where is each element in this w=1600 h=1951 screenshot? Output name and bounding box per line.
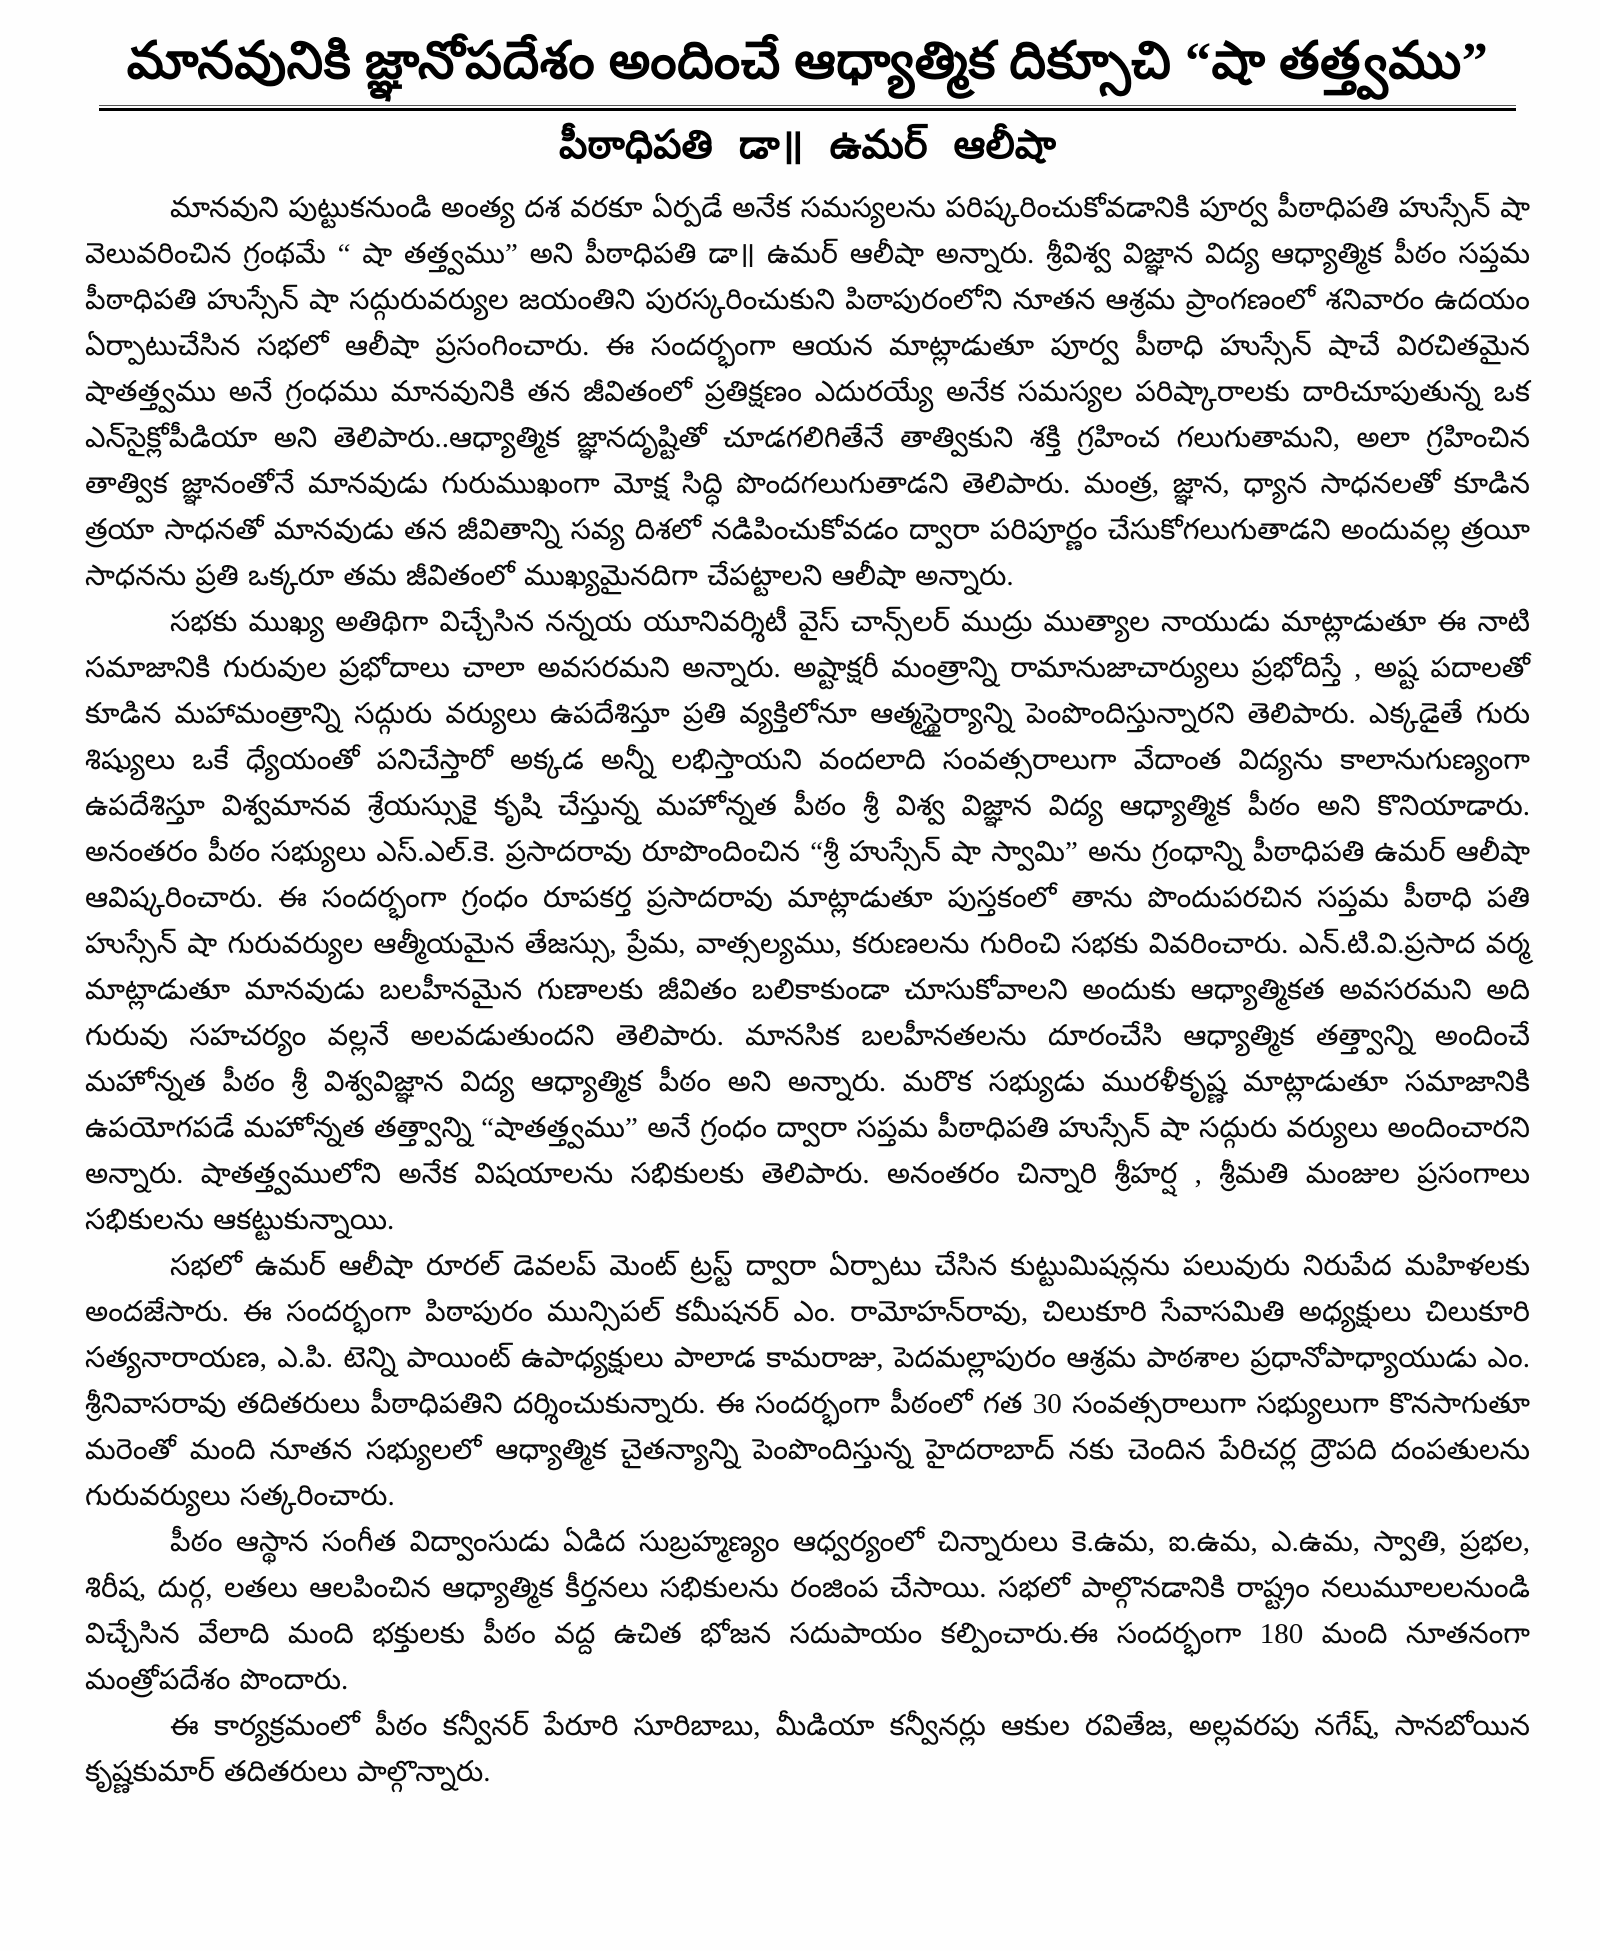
headline: మానవునికి జ్ఞానోపదేశం అందించే ఆధ్యాత్మిక దిక్సూచి “షా తత్త్వము” xyxy=(126,33,1489,90)
headline-divider xyxy=(99,105,1515,111)
paragraph-3: సభలో ఉమర్ ఆలీషా రూరల్ డెవలప్ మెంట్ ట్రస్ట్ ద్వారా ఏర్పాటు చేసిన కుట్టుమిషన్లను పలువురు నిరుపేద మహిళలకు అందజేసారు. ఈ సందర్భంగా పిఠాపురం మున్సిపల్ కమీషనర్ ఎం. రామోహన్‌రావు, చిలుకూరి సేవాసమితి అధ్యక్షులు చిలుకూరి సత్యనారాయణ, ఎ.పి. టెన్ని పాయింట్ ఉపాధ్యక్షులు పాలాడ కామరాజు, పెదమల్లాపురం ఆశ్రమ పాఠశాల ప్రధానోపాధ్యాయుడు ఎం. శ్రీనివాసరావు తదితరులు పీఠాధిపతిని దర్శించుకున్నారు. ఈ సందర్భంగా పీఠంలో గత 30 సంవత్సరాలుగా సభ్యులుగా కొనసాగుతూ మరెంతో మంది నూతన సభ్యులలో ఆధ్యాత్మిక చైతన్యాన్ని పెంపొందిస్తున్న హైదరాబాద్ నకు చెందిన పేరిచర్ల ద్రౌపది దంపతులను గురువర్యులు సత్కరించారు. xyxy=(85,1250,1530,1513)
byline: పీఠాధిపతి డా॥ ఉమర్ ఆలీషా xyxy=(558,122,1057,168)
paragraph-1: మానవుని పుట్టుకనుండి అంత్య దశ వరకూ ఏర్పడే అనేక సమస్యలను పరిష్కరించుకోవడానికి పూర్వ పీఠాధిపతి హుస్సేన్ షా వెలువరించిన గ్రంథమే “ షా తత్త్వము” అని పీఠాధిపతి డా॥ ఉమర్ ఆలీషా అన్నారు. శ్రీవిశ్వ విజ్ఞాన విద్య ఆధ్యాత్మిక పీఠం సప్తమ పీఠాధిపతి హుస్సేన్ షా సద్గురువర్యుల జయంతిని పురస్కరించుకుని పిఠాపురంలోని నూతన ఆశ్రమ ప్రాంగణంలో శనివారం ఉదయం ఏర్పాటుచేసిన సభలో ఆలీషా ప్రసంగించారు. ఈ సందర్భంగా ఆయన మాట్లాడుతూ పూర్వ పీఠాధి హుస్సేన్ షాచే విరచితమైన షాతత్త్వము అనే గ్రంధము మానవునికి తన జీవితంలో ప్రతిక్షణం ఎదురయ్యే అనేక సమస్యల పరిష్కారాలకు దారిచూపుతున్న ఒక ఎన్‌సైక్లోపీడియా అని తెలిపారు..ఆధ్యాత్మిక జ్ఞానదృష్టితో చూడగలిగితేనే తాత్వికుని శక్తి గ్రహించ గలుగుతామని, అలా గ్రహించిన తాత్విక జ్ఞానంతోనే మానవుడు గురుముఖంగా మోక్ష సిద్ధి పొందగలుగుతాడని తెలిపారు. మంత్ర, జ్ఞాన, ధ్యాన సాధనలతో కూడిన త్రయా సాధనతో మానవుడు తన జీవితాన్ని సవ్య దిశలో నడిపించుకోవడం ద్వారా పరిపూర్ణం చేసుకోగలుగుతాడని అందువల్ల త్రయీ సాధనను ప్రతి ఒక్కరూ తమ జీవితంలో ముఖ్యమైనదిగా చేపట్టాలని ఆలీషా అన్నారు. xyxy=(85,192,1530,593)
paragraph-5: ఈ కార్యక్రమంలో పీఠం కన్వీనర్ పేరూరి సూరిబాబు, మీడియా కన్వీనర్లు ఆకుల రవితేజ, అల్లవరపు నగేష్, సానబోయిన కృష్ణకుమార్ తదితరులు పాల్గొన్నారు. xyxy=(85,1710,1530,1789)
paragraph-4: పీఠం ఆస్థాన సంగీత విద్వాంసుడు ఏడిద సుబ్రహ్మణ్యం ఆధ్వర్యంలో చిన్నారులు కె.ఉమ, ఐ.ఉమ, ఎ.ఉమ, స్వాతి, ప్రభల, శిరీష, దుర్గ, లతలు ఆలపించిన ఆధ్యాత్మిక కీర్తనలు సభికులను రంజింప చేసాయి. సభలో పాల్గొనడానికి రాష్ట్రం నలుమూలలనుండి విచ్చేసిన వేలాది మంది భక్తులకు పీఠం వద్ద ఉచిత భోజన సదుపాయం కల్పించారు.ఈ సందర్భంగా 180 మంది నూతనంగా మంత్రోపదేశం పొందారు. xyxy=(85,1526,1530,1697)
paragraph-2: సభకు ముఖ్య అతిథిగా విచ్చేసిన నన్నయ యూనివర్శిటీ వైస్ చాన్స్‌లర్ ముద్రు ముత్యాల నాయుడు మాట్లాడుతూ ఈ నాటి సమాజానికి గురువుల ప్రభోదాలు చాలా అవసరమని అన్నారు. అష్టాక్షరీ మంత్రాన్ని రామానుజాచార్యులు ప్రభోదిస్తే , అష్ట పదాలతో కూడిన మహామంత్రాన్ని సద్గురు వర్యులు ఉపదేశిస్తూ ప్రతి వ్యక్తిలోనూ ఆత్మస్థైర్యాన్ని పెంపొందిస్తున్నారని తెలిపారు. ఎక్కడైతే గురు శిష్యులు ఒకే ధ్యేయంతో పనిచేస్తారో అక్కడ అన్నీ లభిస్తాయని వందలాది సంవత్సరాలుగా వేదాంత విద్యను కాలానుగుణ్యంగా ఉపదేశిస్తూ విశ్వమానవ శ్రేయస్సుకై కృషి చేస్తున్న మహోన్నత పీఠం శ్రీ విశ్వ విజ్ఞాన విద్య ఆధ్యాత్మిక పీఠం అని కొనియాడారు. అనంతరం పీఠం సభ్యులు ఎస్.ఎల్.కె. ప్రసాదరావు రూపొందించిన “శ్రీ హుస్సేన్ షా స్వామి” అను గ్రంధాన్ని పీఠాధిపతి ఉమర్ ఆలీషా ఆవిష్కరించారు. ఈ సందర్భంగా గ్రంధం రూపకర్త ప్రసాదరావు మాట్లాడుతూ పుస్తకంలో తాను పొందుపరచిన సప్తమ పీఠాధి పతి హుస్సేన్ షా గురువర్యుల ఆత్మీయమైన తేజస్సు, ప్రేమ, వాత్సల్యము, కరుణలను గురించి సభకు వివరించారు. ఎన్.టి.వి.ప్రసాద వర్మ మాట్లాడుతూ మానవుడు బలహీనమైన గుణాలకు జీవితం బలికాకుండా చూసుకోవాలని అందుకు ఆధ్యాత్మికత అవసరమని అది గురువు సహచర్యం వల్లనే అలవడుతుందని తెలిపారు. మానసిక బలహీనతలను దూరంచేసి ఆధ్యాత్మిక తత్త్వాన్ని అందించే మహోన్నత పీఠం శ్రీ విశ్వవిజ్ఞాన విద్య ఆధ్యాత్మిక పీఠం అని అన్నారు. మరొక సభ్యుడు మురళీకృష్ణ మాట్లాడుతూ సమాజానికి ఉపయోగపడే మహోన్నత తత్త్వాన్ని “షాతత్త్వము” అనే గ్రంధం ద్వారా సప్తమ పీఠాధిపతి హుస్సేన్ షా సద్గురు వర్యులు అందించారని అన్నారు. షాతత్త్వములోని అనేక విషయాలను సభికులకు తెలిపారు. అనంతరం చిన్నారి శ్రీహర్ష , శ్రీమతి మంజుల ప్రసంగాలు సభికులను ఆకట్టుకున్నాయి. xyxy=(85,606,1530,1237)
article-body xyxy=(85,185,1530,1795)
